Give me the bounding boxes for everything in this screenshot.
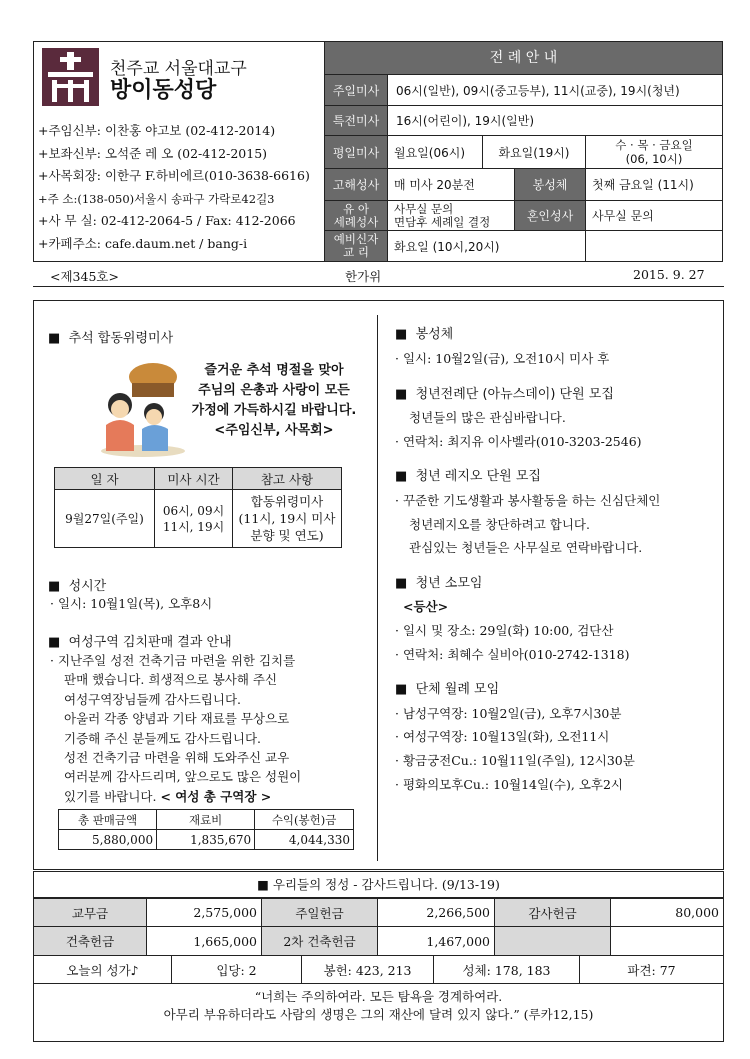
mass-times-2: 11시, 19시 (162, 519, 225, 534)
section-heading-text: 청년 레지오 단원 모집 (415, 469, 541, 485)
section-heading: ■ 청년전례단 (아뉴스데이) 단원 모집 (395, 386, 614, 402)
liturgy-schedule (325, 42, 722, 261)
offering-label: 교무금 (34, 899, 147, 927)
text-line: 판매 했습니다. 희생적으로 봉사해 주신 (64, 672, 278, 688)
holy-hour-heading: ■ 성시간 (48, 579, 107, 594)
staff-line: +주 소:(138-050)서울시 송파구 가락로42길3 (38, 191, 275, 206)
offering-label: 2차 건축헌금 (262, 927, 378, 956)
offering-label: 감사헌금 (495, 899, 611, 927)
issue-date: 2015. 9. 27 (633, 267, 705, 282)
mass-note-2: (11시, 19시 미사 (238, 511, 336, 526)
text-line: 아울러 각종 양념과 기타 재료를 무상으로 (64, 711, 290, 727)
material-cost: 1,835,670 (157, 830, 255, 850)
text-line: · 일시 및 장소: 29일(화) 10:00, 검단산 (395, 622, 614, 638)
text-line: · 여성구역장: 10월13일(화), 오전11시 (395, 729, 610, 745)
col-header: 수익(봉헌)금 (255, 810, 354, 830)
greeting-signature: <주임신부, 사목회> (214, 423, 334, 438)
confession: 매 미사 20분전 (388, 169, 515, 201)
hymn-label: 오늘의 성가♪ (34, 956, 172, 984)
catechumen: 화요일 (10시,20시) (388, 231, 586, 261)
label-marriage: 혼인성사 (515, 201, 586, 231)
chuseok-heading-text: 추석 합동위령미사 (68, 331, 174, 346)
weekday-wed-fri (586, 136, 722, 169)
col-header: 참고 사항 (233, 468, 342, 490)
kimchi-table (58, 809, 354, 850)
staff-list (38, 120, 324, 256)
text-line: · 평화의모후Cu.: 10월14일(수), 오후2시 (395, 776, 624, 792)
section-heading-text: 봉성체 (415, 327, 454, 342)
schedule-title: 전 례 안 내 (325, 42, 722, 75)
text-line: 성전 건축기금 마련을 위해 도와주신 교우 (64, 750, 290, 766)
text-line: <등산> (403, 599, 449, 615)
spacer (395, 666, 715, 678)
mass-times-1: 06시, 09시 (162, 503, 225, 518)
text-line: 여성구역장님들께 감사드립니다. (64, 691, 241, 707)
text-last: 있기를 바랍니다. (64, 788, 161, 804)
section-heading: ■ 청년 레지오 단원 모집 (395, 469, 541, 485)
weekday-tue: 화요일(19시) (483, 136, 586, 169)
staff-line: +카페주소: cafe.daum.net / bang-i (38, 235, 248, 251)
text-line (50, 787, 376, 806)
hymn-recessional: 파견: 77 (580, 956, 724, 984)
diocese-name: 천주교 서울대교구 (110, 59, 247, 79)
bulletin-header (33, 41, 723, 262)
parish-name: 방이동성당 (110, 78, 217, 103)
offering-value: 80,000 (611, 899, 724, 927)
label-catechumen-2: 교 리 (343, 245, 369, 259)
label-weekday: 평일미사 (325, 136, 388, 169)
label-adoration: 봉성체 (515, 169, 586, 201)
kimchi-heading: ■ 여성구역 김치판매 결과 안내 (48, 635, 232, 650)
spacer (395, 371, 715, 383)
right-column (395, 323, 715, 796)
label-baptism-2: 세례성사 (333, 214, 379, 229)
section-heading-text: 청년 소모임 (415, 575, 483, 591)
text-line: · 꾸준한 기도생활과 봉사활동을 하는 신심단체인 (395, 492, 661, 508)
weekday-mon: 월요일(06시) (388, 136, 483, 169)
label-catechumen (325, 231, 388, 261)
weekday-wed-fri-time: (06, 10시) (625, 152, 683, 166)
text-line: 관심있는 청년들은 사무실로 연락바랍니다. (409, 540, 643, 556)
label-confession: 고해성사 (325, 169, 388, 201)
sunday-mass: 06시(일반), 09시(중고등부), 11시(교중), 19시(청년) (388, 75, 722, 106)
text-line: 기증해 주신 분들께도 감사드립니다. (64, 730, 262, 746)
col-header: 미사 시간 (155, 468, 233, 490)
scripture-verse (34, 984, 723, 1024)
text-line: · 연락처: 최혜수 실비아(010-2742-1318) (395, 646, 630, 662)
staff-line: +주임신부: 이찬홍 야고보 (02-412-2014) (38, 123, 276, 138)
offering-label: 건축헌금 (34, 927, 147, 956)
column-divider (377, 315, 378, 861)
label-sunday: 주일미사 (325, 75, 388, 106)
hymn-offertory: 봉헌: 423, 213 (302, 956, 434, 984)
kimchi-heading-text: 여성구역 김치판매 결과 안내 (68, 635, 232, 650)
empty-cell (586, 231, 722, 261)
text-line: · 황금궁전Cu.: 10월11일(주일), 12시30분 (395, 752, 635, 768)
col-header: 총 판매금액 (59, 810, 157, 830)
offering-label: 주일헌금 (262, 899, 378, 927)
hymn-entry: 입당: 2 (172, 956, 302, 984)
hymn-table (33, 955, 724, 984)
empty-cell (495, 927, 611, 956)
text-line: 여러분께 감사드리며, 앞으로도 많은 성원이 (64, 769, 302, 785)
verse-line: “너희는 주의하여라. 모든 탐욕을 경계하여라. (254, 989, 503, 1004)
spacer (395, 560, 715, 572)
verse-line: 아무리 부유하더라도 사람의 생명은 그의 재산에 달려 있지 않다.” (루카12,15) (163, 1007, 594, 1022)
weekday-wed-fri-label: 수 · 목 · 금요일 (615, 138, 693, 152)
empty-cell (611, 927, 724, 956)
kimchi-signature: < 여성 총 구역장 > (160, 788, 272, 804)
text-line: · 연락처: 최지유 이사벨라(010-3203-2546) (395, 433, 642, 449)
baptism (388, 201, 515, 231)
baptism-2: 면담후 세례일 결정 (394, 214, 491, 229)
label-baptism (325, 201, 388, 231)
staff-line: +사 무 실: 02-412-2064-5 / Fax: 412-2066 (38, 213, 296, 229)
memorial-mass-table (54, 467, 342, 548)
mass-date: 9월27일(주일) (55, 490, 155, 548)
issue-name: 한가위 (345, 269, 382, 284)
marriage: 사무실 문의 (586, 201, 722, 231)
offering-value: 1,665,000 (147, 927, 262, 956)
offering-section (33, 871, 724, 1042)
label-baptism-1: 유 아 (343, 201, 369, 216)
staff-line: +사목회장: 이한구 F.하비에르(010-3638-6616) (38, 168, 310, 184)
label-saturday: 특전미사 (325, 106, 388, 136)
holy-hour-heading-text: 성시간 (68, 579, 107, 594)
staff-line: +보좌신부: 오석준 레 오 (02-412-2015) (38, 145, 268, 161)
chuseok-greeting (174, 361, 374, 441)
offering-value: 1,467,000 (378, 927, 495, 956)
col-header: 일 자 (55, 468, 155, 490)
holy-hour-line: · 일시: 10월1일(목), 오후8시 (50, 596, 213, 611)
text-line: · 지난주일 성전 건축기금 마련을 위한 김치를 (50, 653, 296, 668)
mass-times (155, 490, 233, 548)
text-line: · 남성구역장: 10월2일(금), 오후7시30분 (395, 705, 622, 721)
text-line: 청년들의 많은 관심바랍니다. (409, 410, 566, 426)
mass-note-3: 분향 및 연도) (250, 528, 324, 543)
profit: 4,044,330 (255, 830, 354, 850)
main-content (33, 300, 724, 870)
mass-note (233, 490, 342, 548)
offering-title: ■ 우리들의 정성 - 감사드립니다. (9/13-19) (34, 872, 723, 898)
divider (33, 286, 724, 287)
section-heading-text: 단체 월례 모임 (415, 682, 500, 698)
hymn-communion: 성체: 178, 183 (434, 956, 580, 984)
offering-value: 2,266,500 (378, 899, 495, 927)
offering-value: 2,575,000 (147, 899, 262, 927)
parish-logo (42, 48, 99, 106)
baptism-1: 사무실 문의 (394, 201, 454, 216)
total-sales: 5,880,000 (59, 830, 157, 850)
section-heading-text: 청년전례단 (아뉴스데이) 단원 모집 (415, 386, 614, 402)
adoration: 첫째 금요일 (11시) (586, 169, 722, 201)
kimchi-text (50, 651, 376, 806)
spacer (395, 453, 715, 465)
section-heading: ■ 단체 월례 모임 (395, 682, 500, 698)
mass-note-1: 합동위령미사 (250, 494, 324, 509)
parish-info (34, 42, 325, 261)
greeting-line: 주님의 은총과 사랑이 모든 (198, 383, 350, 398)
text-line: · 일시: 10월2일(금), 오전10시 미사 후 (395, 351, 610, 366)
section-heading: ■ 청년 소모임 (395, 575, 483, 591)
greeting-line: 즐거운 추석 명절을 맞아 (204, 363, 344, 378)
col-header: 재료비 (157, 810, 255, 830)
saturday-mass: 16시(어린이), 19시(일반) (388, 106, 722, 136)
label-catechumen-1: 예비신자 (333, 232, 379, 246)
offering-table (33, 898, 724, 956)
greeting-line: 가정에 가득하시길 바랍니다. (191, 403, 357, 418)
chuseok-heading: ■ 추석 합동위령미사 (48, 331, 174, 346)
section-heading: ■ 봉성체 (395, 327, 454, 342)
text-line: 청년레지오를 창단하려고 합니다. (409, 516, 590, 532)
issue-number: <제345호> (50, 269, 119, 284)
